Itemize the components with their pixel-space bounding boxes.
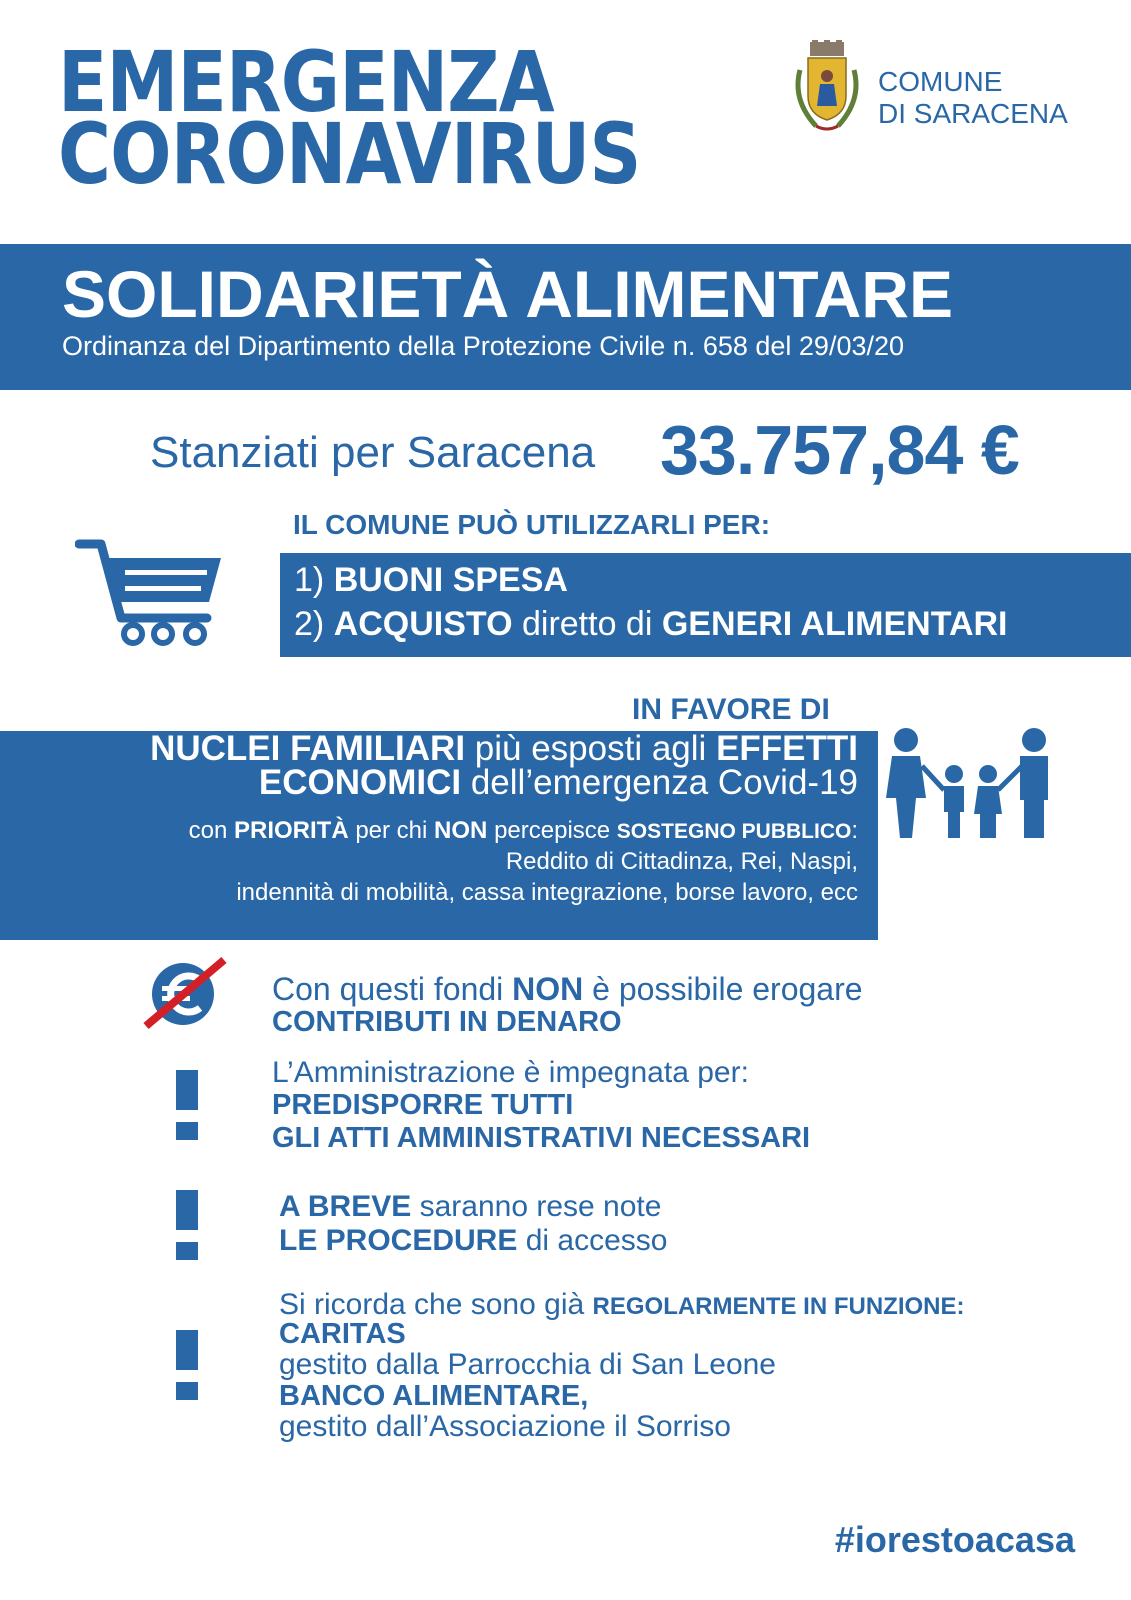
priority-sostegno: SOSTEGNO PUBBLICO xyxy=(616,820,852,843)
beneficiaries-bold-2: EFFETTI xyxy=(716,729,858,768)
note-4-caritas-desc: gestito dalla Parrocchia di San Leone xyxy=(279,1348,776,1381)
priority-line-3: indennità di mobilità, cassa integrazione, borse lavoro, ecc xyxy=(236,879,858,906)
note-4-line-1 xyxy=(279,1288,965,1322)
priority-text-pre: con xyxy=(188,817,228,844)
banner-title: SOLIDARIETÀ ALIMENTARE xyxy=(62,257,953,331)
exclamation-icon xyxy=(176,1070,198,1140)
note-1-line-2: CONTRIBUTI IN DENARO xyxy=(272,1006,622,1038)
note-4-banco-desc: gestito dall’Associazione il Sorriso xyxy=(279,1410,731,1443)
note-1-non: NON xyxy=(512,971,584,1007)
shopping-cart-icon xyxy=(75,536,225,646)
priority-bold: PRIORITÀ xyxy=(233,817,349,844)
use-item-1-number: 1) xyxy=(294,561,325,599)
note-3-rest-2: di accesso xyxy=(525,1224,668,1257)
uses-heading: IL COMUNE PUÒ UTILIZZARLI PER: xyxy=(293,509,771,540)
note-1-post: è possibile erogare xyxy=(592,971,863,1007)
note-4-caritas: CARITAS xyxy=(279,1318,406,1350)
title-line-1: EMERGENZA xyxy=(58,33,554,131)
exclamation-icon xyxy=(176,1330,198,1400)
family-icon xyxy=(884,726,1064,840)
comune-name-line-1: COMUNE xyxy=(878,66,1003,97)
priority-colon: : xyxy=(851,817,858,844)
note-3-rest-1: saranno rese note xyxy=(419,1190,662,1223)
title-line-2: CORONAVIRUS xyxy=(58,105,641,203)
uses-box xyxy=(280,553,1131,657)
beneficiaries-box xyxy=(0,731,878,940)
use-item-2-bold-2: GENERI ALIMENTARI xyxy=(661,605,1008,643)
funding-label: Stanziati per Saracena xyxy=(150,428,596,477)
coat-of-arms-icon xyxy=(788,40,866,140)
comune-name-line-2: DI SARACENA xyxy=(878,98,1068,129)
use-item-2-number: 2) xyxy=(294,605,325,643)
note-1-line-1 xyxy=(272,971,863,1008)
priority-text-mid-2: percepisce xyxy=(494,817,611,844)
note-4-banco: BANCO ALIMENTARE, xyxy=(279,1380,589,1412)
use-item-2 xyxy=(294,605,1008,644)
beneficiaries-mid-1: più esposti agli xyxy=(474,729,707,768)
priority-text-mid-1: per chi xyxy=(355,817,428,844)
note-4-bold: REGOLARMENTE IN FUNZIONE: xyxy=(592,1293,965,1320)
use-item-1 xyxy=(294,561,568,600)
note-3-line-1 xyxy=(279,1190,661,1224)
banner-subtitle: Ordinanza del Dipartimento della Protezione Civile n. 658 del 29/03/20 xyxy=(62,331,905,361)
beneficiaries-line-2 xyxy=(259,763,858,803)
beneficiaries-rest-2: dell’emergenza Covid-19 xyxy=(470,763,858,802)
beneficiaries-bold-1: NUCLEI FAMILIARI xyxy=(150,729,466,768)
note-2-line-2: PREDISPORRE TUTTI xyxy=(272,1089,574,1121)
use-item-2-bold-1: ACQUISTO xyxy=(333,605,513,643)
use-item-2-mid: diretto di xyxy=(521,605,653,643)
beneficiaries-heading: IN FAVORE DI xyxy=(632,693,830,726)
note-3-bold-2: LE PROCEDURE xyxy=(279,1224,518,1257)
hashtag: #iorestoacasa xyxy=(834,1519,1075,1560)
use-item-1-label: BUONI SPESA xyxy=(333,561,568,599)
priority-line-1 xyxy=(189,817,858,845)
note-3-line-2 xyxy=(279,1224,667,1258)
priority-line-2: Reddito di Cittadinza, Rei, Naspi, xyxy=(505,848,858,875)
note-2-line-3: GLI ATTI AMMINISTRATIVI NECESSARI xyxy=(272,1122,811,1154)
title-banner xyxy=(0,244,1131,390)
beneficiaries-bold-3: ECONOMICI xyxy=(258,763,462,802)
exclamation-icon xyxy=(176,1190,198,1260)
no-euro-icon xyxy=(140,956,230,1030)
priority-non: NON xyxy=(434,817,488,844)
note-2-line-1: L’Amministrazione è impegnata per: xyxy=(272,1056,749,1089)
note-4-pre: Si ricorda che sono già xyxy=(279,1288,585,1321)
note-3-bold-1: A BREVE xyxy=(279,1190,412,1223)
note-1-pre: Con questi fondi xyxy=(272,971,504,1007)
funding-amount: 33.757,84 € xyxy=(660,411,1019,489)
